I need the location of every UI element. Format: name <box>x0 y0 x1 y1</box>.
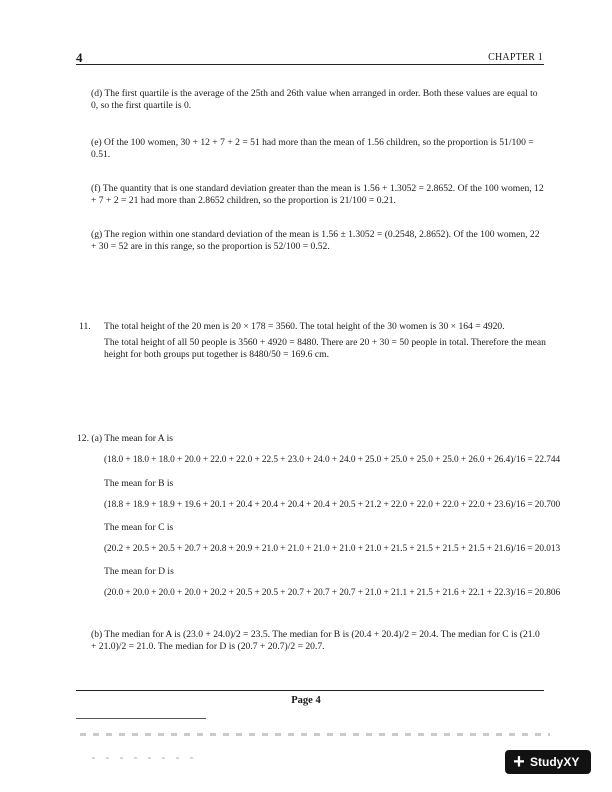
mean-d-label: The mean for D is <box>104 566 174 577</box>
mean-d-equation: (20.0 + 20.0 + 20.0 + 20.0 + 20.2 + 20.5 + 20.5 + 20.7 + 20.7 + 20.7 + 21.0 + 21.1 + 21.5 + 21.6 + 22.1 + 22.3)/16 = 20.806 <box>104 588 561 598</box>
badge-brand: StudyXY <box>530 755 580 769</box>
mean-c-label: The mean for C is <box>104 522 174 533</box>
mean-b-equation: (18.8 + 18.9 + 18.9 + 19.6 + 20.1 + 20.4 + 20.4 + 20.4 + 20.4 + 20.5 + 21.2 + 22.0 + 22.0 + 22.0 + 22.0 + 23.6)/16 = 20.700 <box>104 500 561 510</box>
faded-text-line <box>80 733 550 736</box>
header-divider <box>76 64 544 65</box>
page-number: 4 <box>76 50 83 65</box>
mean-a-equation: (18.0 + 18.0 + 18.0 + 20.0 + 22.0 + 22.0 + 22.5 + 23.0 + 24.0 + 24.0 + 25.0 + 25.0 + 25.0 + 25.0 + 26.0 + 26.4)/16 = 22.744 <box>104 455 561 465</box>
footer-divider <box>76 690 544 691</box>
answer-12-b: (b) The median for A is (23.0 + 24.0)/2 = 23.5. The median for B is (20.4 + 20.4)/2 = 20.4. The median for C is (21.0 + 21.0)/2 = 21.0. The median for D is (20.7 + 20.7)/2 = 20.7. <box>91 629 540 652</box>
answer-e: (e) Of the 100 women, 30 + 12 + 7 + 2 = 51 had more than the mean of 1.56 children, so the proportion is 51/100 = 0.51. <box>91 137 534 160</box>
question-11-line-2: The total height of all 50 people is 3560 + 4920 = 8480. There are 20 + 30 = 50 people in total. Therefore the mean height for both groups put together is 8480/50 = 169.6 cm. <box>104 337 546 360</box>
question-12-intro: 12. (a) The mean for A is <box>77 433 174 444</box>
question-11-number: 11. <box>79 321 91 332</box>
question-11-line-1: The total height of the 20 men is 20 × 178 = 3560. The total height of the 30 women is 30 × 164 = 4920. <box>104 321 505 332</box>
faded-text-line-short <box>92 757 202 759</box>
mean-b-label: The mean for B is <box>104 478 174 489</box>
studyxy-badge[interactable] <box>505 750 591 774</box>
answer-f: (f) The quantity that is one standard deviation greater than the mean is 1.56 + 1.3052 = 2.8652. Of the 100 women, 12 + 7 + 2 = 21 had more than 2.8652 children, so the proportion is 21/100 = 0.21. <box>91 183 544 206</box>
answer-g: (g) The region within one standard deviation of the mean is 1.56 ± 1.3052 = (0.2548, 2.8652). Of the 100 women, 22 + 30 = 52 are in this range, so the proportion is 52/100 = 0.52. <box>91 229 540 252</box>
plus-icon: + <box>513 751 525 773</box>
answer-d: (d) The first quartile is the average of the 25th and 26th value when arranged in order. Both these values are equal to 0, so the first quartile is 0. <box>91 88 538 111</box>
mean-c-equation: (20.2 + 20.5 + 20.5 + 20.7 + 20.8 + 20.9 + 21.0 + 21.0 + 21.0 + 21.0 + 21.0 + 21.5 + 21.5 + 21.5 + 21.5 + 21.6)/16 = 20.013 <box>104 544 561 554</box>
page-label: Page 4 <box>291 695 321 706</box>
chapter-title: CHAPTER 1 <box>488 52 543 63</box>
footnote-rule <box>76 718 206 719</box>
